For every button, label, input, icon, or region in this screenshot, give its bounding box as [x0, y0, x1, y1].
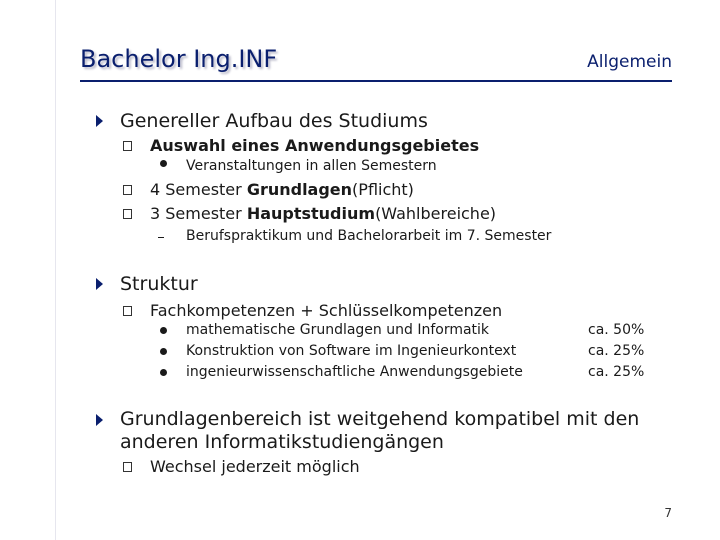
dot-bullet-icon [160, 369, 167, 376]
block1-item1-sub: Veranstaltungen in allen Semestern [186, 158, 437, 174]
dot-bullet-icon [160, 348, 167, 355]
left-margin-line [55, 0, 56, 540]
block3-heading-line1: Grundlagenbereich ist weitgehend kompatibel mit den [120, 408, 640, 430]
percentage-value: ca. 25% [588, 343, 645, 359]
block2-heading: Struktur [120, 273, 198, 295]
block3-heading-line2: anderen Informatikstudiengängen [120, 431, 444, 453]
block2-item1: Fachkompetenzen + Schlüsselkompetenzen [150, 301, 503, 320]
square-bullet-icon [123, 185, 132, 195]
square-bullet-icon [123, 209, 132, 219]
square-bullet-icon [123, 462, 132, 472]
square-bullet-icon [123, 306, 132, 316]
block1-item1: Auswahl eines Anwendungsgebietes [150, 136, 480, 155]
block1-item3: 3 Semester Hauptstudium(Wahlbereiche) [150, 204, 497, 223]
list-item: Konstruktion von Software im Ingenieurkontext [186, 343, 517, 359]
percentage-value: ca. 50% [588, 322, 645, 338]
block1-item3-sub: Berufspraktikum und Bachelorarbeit im 7. Semester [186, 228, 552, 244]
title-divider [80, 80, 672, 82]
percentage-value: ca. 25% [588, 364, 645, 380]
dash-bullet-icon [158, 237, 164, 238]
list-item: mathematische Grundlagen und Informatik [186, 322, 490, 338]
section-label: Allgemein [587, 52, 672, 72]
page-number: 7 [664, 506, 672, 520]
block3-item1: Wechsel jederzeit möglich [150, 457, 360, 476]
list-item: ingenieurwissenschaftliche Anwendungsgebiete [186, 364, 523, 380]
dot-bullet-icon [160, 160, 167, 167]
square-bullet-icon [123, 141, 132, 151]
block1-item2: 4 Semester Grundlagen(Pflicht) [150, 180, 414, 199]
arrow-bullet-icon [96, 414, 103, 426]
page-title: Bachelor Ing.INF [80, 45, 278, 73]
arrow-bullet-icon [96, 278, 103, 290]
block1-heading: Genereller Aufbau des Studiums [120, 110, 428, 132]
dot-bullet-icon [160, 327, 167, 334]
arrow-bullet-icon [96, 115, 103, 127]
